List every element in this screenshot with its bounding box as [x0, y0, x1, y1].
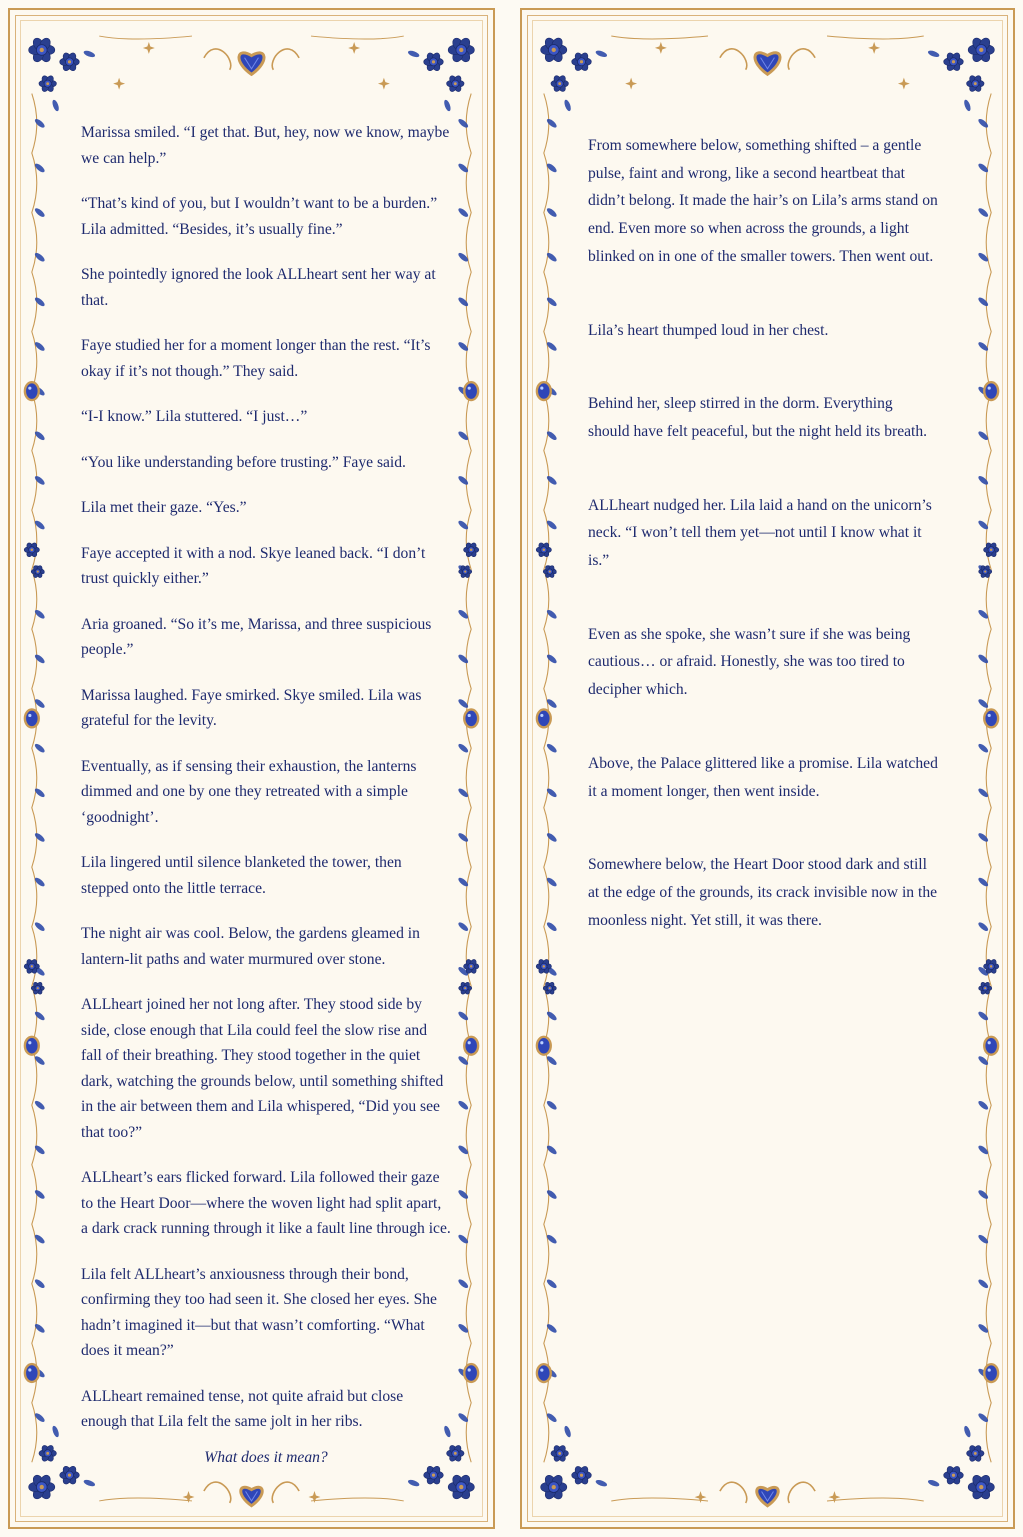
paragraph: Lila met their gaze. “Yes.”: [81, 499, 247, 516]
leaf-icon: [34, 296, 46, 308]
leaf-icon: [34, 385, 46, 397]
leaf-icon: [546, 876, 558, 888]
leaf-icon: [977, 742, 989, 754]
leaf-icon: [546, 653, 558, 665]
leaf-icon: [34, 1055, 46, 1067]
paragraph: Lila lingered until silence blanketed the tower, then stepped onto the little terrace.: [81, 854, 402, 897]
leaf-icon: [963, 99, 972, 112]
vine-decoration: [544, 93, 549, 1462]
leaf-icon: [51, 1425, 60, 1438]
paragraph: Even as she spoke, she wasn’t sure if she was being cautious… or afraid. Honestly, she was too tired to decipher which.: [588, 625, 911, 699]
paragraph: Lila felt ALLheart’s anxiousness through their bond, confirming they too had seen it. She closed her eyes. She hadn’t imagined it—but that wasn’t comforting. “What does it mean?”: [81, 1265, 437, 1359]
vine-decoration: [986, 93, 991, 1462]
leaf-icon: [977, 698, 989, 710]
blue-rose-icon: [24, 958, 39, 974]
sapphire-gem-icon: [537, 1364, 551, 1382]
sparkle-icon: [829, 1491, 841, 1503]
leaf-icon: [977, 1189, 989, 1201]
leaf-icon: [457, 608, 469, 620]
vine-decoration: [466, 94, 471, 1463]
sapphire-gem-icon: [25, 382, 39, 400]
blue-rose-icon: [536, 958, 551, 974]
leaf-icon: [51, 99, 60, 112]
sparkle-icon: [898, 78, 910, 90]
blue-rose-icon: [543, 981, 556, 995]
leaf-icon: [457, 564, 469, 576]
leaf-icon: [927, 1479, 940, 1488]
leaf-icon: [546, 162, 558, 174]
leaf-icon: [457, 1099, 469, 1111]
leaf-icon: [563, 99, 572, 112]
left-page-text: [81, 120, 451, 1490]
sapphire-heart-icon: [204, 49, 299, 74]
blue-rose-icon: [541, 1473, 567, 1500]
blue-rose-icon: [60, 1465, 80, 1486]
leaf-icon: [546, 1189, 558, 1201]
sparkle-icon: [625, 78, 637, 90]
leaf-icon: [34, 608, 46, 620]
leaf-icon: [457, 832, 469, 844]
leaf-icon: [546, 787, 558, 799]
sapphire-gem-icon: [537, 709, 551, 727]
leaf-icon: [977, 1323, 989, 1335]
leaf-icon: [546, 519, 558, 531]
leaf-icon: [83, 49, 96, 58]
leaf-icon: [457, 787, 469, 799]
blue-rose-icon: [551, 74, 568, 92]
leaf-icon: [927, 49, 940, 58]
leaf-icon: [977, 921, 989, 933]
leaf-icon: [457, 653, 469, 665]
blue-rose-icon: [944, 1465, 964, 1486]
paragraph: Behind her, sleep stirred in the dorm. Everything should have felt peaceful, but the night held its breath.: [588, 395, 928, 440]
leaf-icon: [977, 1412, 989, 1424]
leaf-icon: [546, 385, 558, 397]
closing-line: What does it mean?: [204, 1448, 328, 1466]
paragraph: “You like understanding before trusting.” Faye said.: [81, 453, 406, 471]
sapphire-gem-icon: [984, 1364, 998, 1382]
leaf-icon: [977, 117, 989, 129]
blue-rose-icon: [459, 981, 472, 995]
leaf-icon: [546, 251, 558, 263]
leaf-icon: [34, 475, 46, 487]
sapphire-heart-icon: [720, 49, 815, 74]
leaf-icon: [977, 1278, 989, 1290]
paragraph: From somewhere below, something shifted – a gentle pulse, faint and wrong, like a second heartbeat that didn’t belong. It made the hair’s on Lila’s arms stand on end. Even more so when across the grounds, a light blinked on in one of the smaller towers. Then went out.: [588, 137, 938, 265]
vine-decoration: [32, 94, 37, 1463]
leaf-icon: [546, 564, 558, 576]
sparkle-icon: [113, 78, 125, 90]
leaf-icon: [443, 99, 452, 112]
leaf-icon: [457, 921, 469, 933]
paragraph: The night air was cool. Below, the gardens gleamed in lantern-lit paths and water murmured over stone.: [81, 925, 420, 968]
paragraph: She pointedly ignored the look ALLheart sent her way at that.: [81, 266, 436, 309]
paragraph: “I-I know.” Lila stuttered. “I just…”: [81, 408, 308, 425]
leaf-icon: [457, 1323, 469, 1335]
sapphire-gem-icon: [464, 709, 478, 727]
leaf-icon: [34, 787, 46, 799]
paragraph: Marissa laughed. Faye smirked. Skye smiled. Lila was grateful for the levity.: [81, 686, 422, 729]
blue-rose-icon: [572, 1465, 592, 1486]
blue-rose-icon: [572, 51, 592, 72]
leaf-icon: [977, 341, 989, 353]
leaf-icon: [457, 1367, 469, 1379]
blue-rose-icon: [464, 958, 479, 974]
scroll-decoration: [611, 1498, 923, 1501]
leaf-icon: [457, 207, 469, 219]
sapphire-gem-icon: [984, 382, 998, 400]
paragraph: Aria groaned. “So it’s me, Marissa, and three suspicious people.”: [81, 615, 432, 658]
blue-rose-icon: [31, 981, 44, 995]
leaf-icon: [34, 966, 46, 978]
leaf-icon: [977, 519, 989, 531]
paragraph: Eventually, as if sensing their exhaustion, the lanterns dimmed and one by one they retreated with a simple ‘goodnight’.: [81, 757, 417, 826]
leaf-icon: [546, 608, 558, 620]
leaf-icon: [457, 1189, 469, 1201]
sparkle-icon: [655, 42, 667, 54]
blue-rose-icon: [968, 36, 994, 63]
paragraph: ALLheart’s ears flicked forward. Lila followed their gaze to the Heart Door—where the woven light had split apart, a dark crack running through it like a fault line through ice.: [81, 1169, 451, 1237]
leaf-icon: [457, 475, 469, 487]
leaf-icon: [977, 207, 989, 219]
sparkle-icon: [868, 42, 880, 54]
sparkle-icon: [309, 1491, 321, 1503]
blue-rose-icon: [984, 958, 999, 974]
leaf-icon: [457, 1144, 469, 1156]
paragraph: Faye accepted it with a nod. Skye leaned back. “I don’t trust quickly either.”: [81, 544, 426, 587]
sapphire-heart-icon: [720, 1482, 815, 1506]
leaf-icon: [546, 117, 558, 129]
leaf-icon: [977, 1055, 989, 1067]
leaf-icon: [407, 49, 420, 58]
leaf-icon: [34, 519, 46, 531]
paragraph: Marissa smiled. “I get that. But, hey, now we know, maybe we can help.”: [81, 124, 450, 167]
sapphire-gem-icon: [537, 1037, 551, 1055]
leaf-icon: [595, 1479, 608, 1488]
leaf-icon: [457, 698, 469, 710]
leaf-icon: [457, 296, 469, 308]
leaf-icon: [34, 1010, 46, 1022]
leaf-icon: [977, 876, 989, 888]
leaf-icon: [977, 251, 989, 263]
sparkle-icon: [183, 1491, 195, 1503]
leaf-icon: [963, 1425, 972, 1438]
blue-rose-icon: [543, 565, 556, 579]
leaf-icon: [34, 832, 46, 844]
blue-rose-icon: [29, 36, 55, 63]
blue-rose-icon: [541, 36, 567, 63]
blue-rose-icon: [39, 75, 56, 93]
leaf-icon: [977, 1367, 989, 1379]
blue-rose-icon: [967, 1444, 984, 1462]
paragraph: “That’s kind of you, but I wouldn’t want to be a burden.” Lila admitted. “Besides, it’s usually fine.”: [81, 195, 438, 238]
leaf-icon: [457, 742, 469, 754]
sapphire-gem-icon: [464, 1037, 478, 1055]
leaf-icon: [457, 385, 469, 397]
paragraph: Somewhere below, the Heart Door stood dark and still at the edge of the grounds, its crack invisible now in the moonless night. Yet still, it was there.: [588, 856, 938, 929]
leaf-icon: [977, 296, 989, 308]
leaf-icon: [546, 921, 558, 933]
leaf-icon: [977, 430, 989, 442]
leaf-icon: [546, 1233, 558, 1245]
leaf-icon: [34, 118, 46, 130]
leaf-icon: [457, 1278, 469, 1290]
sapphire-gem-icon: [25, 709, 39, 727]
leaf-icon: [546, 966, 558, 978]
leaf-icon: [34, 1367, 46, 1379]
leaf-icon: [34, 742, 46, 754]
leaf-icon: [34, 876, 46, 888]
blue-rose-icon: [968, 1473, 994, 1500]
leaf-icon: [457, 1010, 469, 1022]
leaf-icon: [977, 1010, 989, 1022]
leaf-icon: [457, 1412, 469, 1424]
leaf-icon: [546, 475, 558, 487]
leaf-icon: [546, 832, 558, 844]
leaf-icon: [457, 1233, 469, 1245]
leaf-icon: [34, 1278, 46, 1290]
paragraph: ALLheart nudged her. Lila laid a hand on the unicorn’s neck. “I won’t tell them yet—not until I know what it is.”: [588, 496, 932, 570]
leaf-icon: [546, 1323, 558, 1335]
sparkle-icon: [378, 78, 390, 90]
leaf-icon: [977, 475, 989, 487]
leaf-icon: [546, 1367, 558, 1379]
leaf-icon: [977, 787, 989, 799]
leaf-icon: [34, 1099, 46, 1111]
blue-rose-icon: [29, 1473, 55, 1500]
sapphire-gem-icon: [25, 1037, 39, 1055]
paragraph: Lila’s heart thumped loud in her chest.: [588, 321, 829, 339]
blue-rose-icon: [447, 75, 464, 93]
leaf-icon: [977, 385, 989, 397]
leaf-icon: [977, 1144, 989, 1156]
scroll-decoration: [611, 36, 923, 39]
leaf-icon: [34, 653, 46, 665]
leaf-icon: [34, 162, 46, 174]
blue-rose-icon: [979, 565, 992, 579]
leaf-icon: [977, 1099, 989, 1111]
sapphire-gem-icon: [25, 1364, 39, 1382]
paragraph: Faye studied her for a moment longer than the rest. “It’s okay if it’s not though.” They said.: [81, 337, 431, 380]
left-page: [8, 8, 495, 1529]
leaf-icon: [34, 921, 46, 933]
leaf-icon: [546, 1055, 558, 1067]
blue-rose-icon: [984, 542, 999, 558]
leaf-icon: [34, 698, 46, 710]
blue-rose-icon: [967, 74, 984, 92]
paragraph: ALLheart joined her not long after. They stood side by side, close enough that Lila could feel the slow rise and fall of their breathing. They stood together in the quiet dark, watching the grounds below, until something shifted in the air between them and Lila whispered, “Did you see that too?”: [81, 996, 444, 1141]
leaf-icon: [977, 832, 989, 844]
scroll-decoration: [99, 36, 403, 39]
leaf-icon: [34, 207, 46, 219]
leaf-icon: [546, 1144, 558, 1156]
leaf-icon: [457, 876, 469, 888]
blue-rose-icon: [24, 542, 39, 558]
leaf-icon: [546, 1010, 558, 1022]
leaf-icon: [457, 519, 469, 531]
blue-rose-icon: [944, 51, 964, 72]
leaf-icon: [457, 118, 469, 130]
leaf-icon: [34, 1144, 46, 1156]
leaf-icon: [563, 1425, 572, 1438]
blue-rose-icon: [60, 52, 80, 73]
sapphire-gem-icon: [464, 1364, 478, 1382]
scroll-decoration: [99, 1498, 403, 1501]
right-page: [520, 8, 1015, 1529]
leaf-icon: [34, 341, 46, 353]
blue-rose-icon: [39, 1444, 56, 1462]
right-page-text: [588, 132, 938, 980]
sparkle-icon: [695, 1491, 707, 1503]
leaf-icon: [546, 1278, 558, 1290]
leaf-icon: [546, 296, 558, 308]
blue-rose-icon: [448, 1473, 474, 1500]
leaf-icon: [546, 742, 558, 754]
sapphire-gem-icon: [537, 382, 551, 400]
leaf-icon: [977, 162, 989, 174]
leaf-icon: [34, 430, 46, 442]
leaf-icon: [546, 207, 558, 219]
leaf-icon: [34, 1189, 46, 1201]
leaf-icon: [546, 1099, 558, 1111]
blue-rose-icon: [31, 565, 44, 579]
leaf-icon: [546, 1412, 558, 1424]
blue-rose-icon: [459, 565, 472, 579]
blue-rose-icon: [536, 542, 551, 558]
leaf-icon: [34, 1412, 46, 1424]
leaf-icon: [977, 653, 989, 665]
blue-rose-icon: [979, 981, 992, 995]
leaf-icon: [457, 430, 469, 442]
leaf-icon: [457, 162, 469, 174]
leaf-icon: [977, 1233, 989, 1245]
leaf-icon: [546, 430, 558, 442]
sapphire-gem-icon: [984, 1037, 998, 1055]
leaf-icon: [457, 1055, 469, 1067]
leaf-icon: [546, 698, 558, 710]
sapphire-gem-icon: [464, 382, 478, 400]
leaf-icon: [977, 564, 989, 576]
leaf-icon: [457, 251, 469, 263]
paragraph: Above, the Palace glittered like a promise. Lila watched it a moment longer, then went inside.: [588, 754, 938, 800]
paragraph: ALLheart remained tense, not quite afraid but close enough that Lila felt the same jolt in her ribs.: [81, 1387, 404, 1430]
leaf-icon: [457, 341, 469, 353]
leaf-icon: [34, 1233, 46, 1245]
blue-rose-icon: [448, 36, 474, 63]
leaf-icon: [595, 49, 608, 58]
blue-rose-icon: [424, 52, 444, 73]
leaf-icon: [457, 966, 469, 978]
leaf-icon: [34, 251, 46, 263]
leaf-icon: [34, 564, 46, 576]
sparkle-icon: [143, 42, 155, 54]
leaf-icon: [546, 341, 558, 353]
leaf-icon: [34, 1323, 46, 1335]
sparkle-icon: [348, 42, 360, 54]
blue-rose-icon: [551, 1444, 568, 1462]
leaf-icon: [977, 608, 989, 620]
blue-rose-icon: [464, 542, 479, 558]
leaf-icon: [977, 966, 989, 978]
sapphire-gem-icon: [984, 709, 998, 727]
